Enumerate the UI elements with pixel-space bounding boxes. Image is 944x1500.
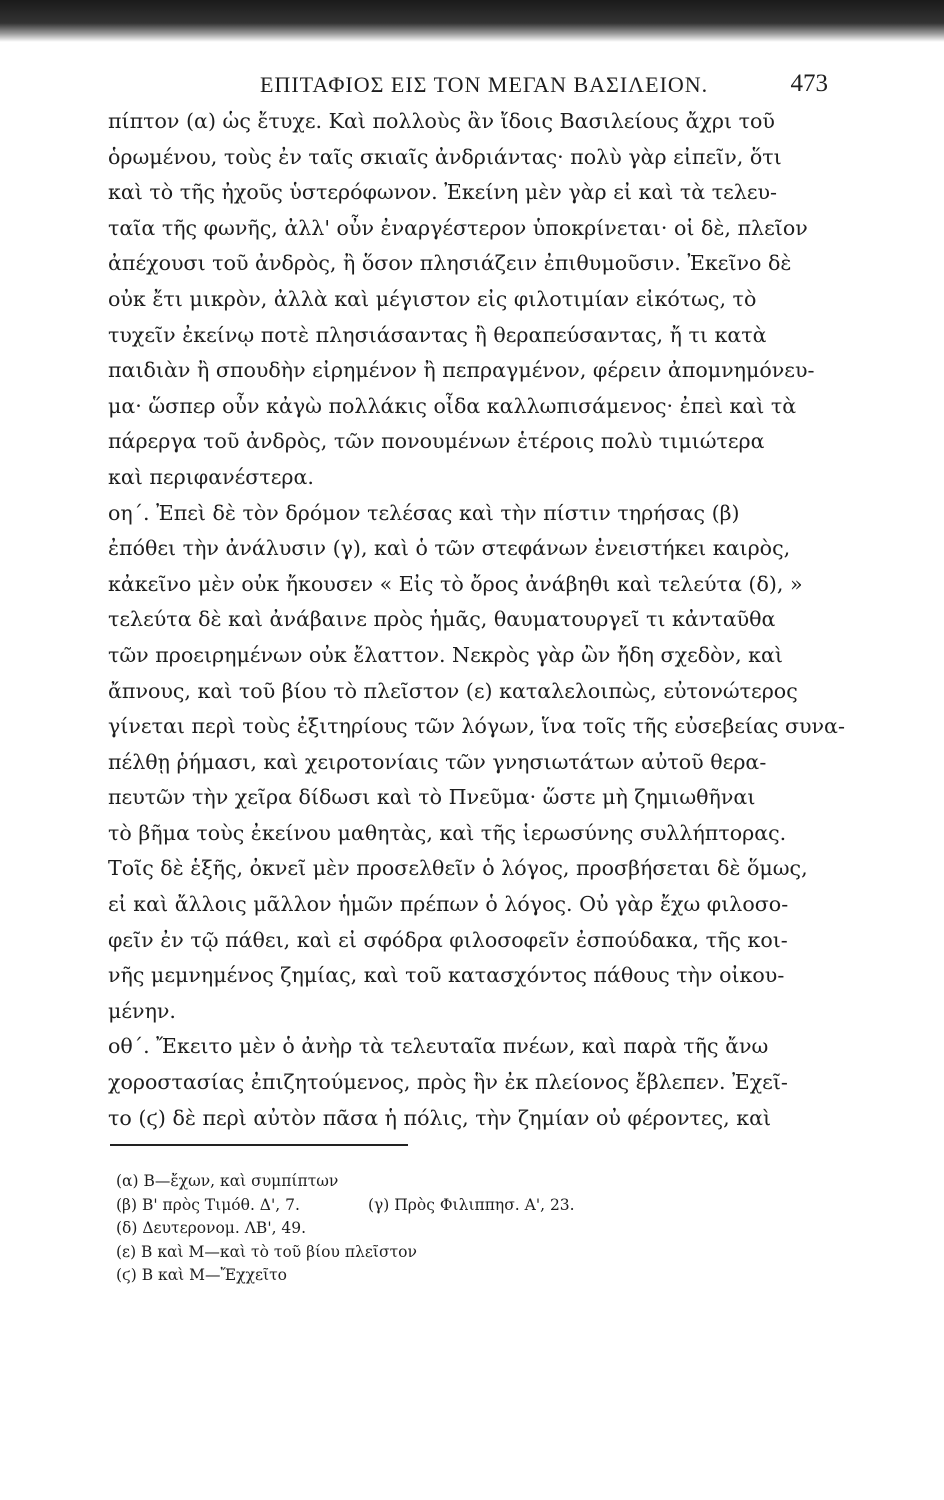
main-text (108, 104, 845, 1136)
text-line: πίπτον (α) ὡς ἔτυχε. Καὶ πολλοὺς ἂν ἴδοις Βασιλείους ἄχρι τοῦ (108, 109, 775, 133)
text-line: τυχεῖν ἐκείνῳ ποτὲ πλησιάσαντας ἢ θεραπεύσαντας, ἤ τι κατὰ (108, 322, 767, 347)
text-line: καὶ τὸ τῆς ἠχοῦς ὑστερόφωνον. Ἐκείνη μὲν γὰρ εἰ καὶ τὰ τελευ- (108, 180, 777, 205)
text-line: κἀκεῖνο μὲν οὐκ ἤκουσεν « Εἰς τὸ ὄρος ἀνάβηθι καὶ τελεύτα (δ), » (108, 571, 803, 596)
text-line: μένην. (108, 998, 176, 1023)
text-line: φεῖν ἐν τῷ πάθει, καὶ εἰ σφόδρα φιλοσοφεῖν ἐσπούδακα, τῆς κοι- (108, 927, 788, 952)
running-title: ΕΠΙΤΑΦΙΟΣ ΕΙΣ ΤΟΝ ΜΕΓΑΝ ΒΑΣΙΛΕΙΟΝ. (260, 72, 709, 97)
footnote-e: (ε) Β καὶ Μ—καὶ τὸ τοῦ βίου πλεῖστον (116, 1242, 417, 1261)
text-line: νῆς μεμνημένος ζημίας, καὶ τοῦ κατασχόντος πάθους τὴν οἰκου- (108, 963, 785, 988)
footnote-a: (α) Β—ἔχων, καὶ συμπίπτων (116, 1172, 339, 1190)
footnote-divider (110, 1144, 408, 1146)
text-line: ἐπόθει τὴν ἀνάλυσιν (γ), καὶ ὁ τῶν στεφάνων ἐνειστήκει καιρὸς, (108, 536, 791, 561)
footnote-g: (γ) Πρὸς Φιλιππησ. Α', 23. (368, 1195, 575, 1214)
footnotes (116, 1170, 676, 1288)
text-line: οὐκ ἔτι μικρὸν, ἀλλὰ καὶ μέγιστον εἰς φιλοτιμίαν εἰκότως, τὸ (108, 286, 757, 311)
page-header (120, 68, 828, 108)
page-number: 473 (790, 70, 828, 97)
text-line: παιδιὰν ἢ σπουδὴν εἰρημένον ἢ πεπραγμένον, φέρειν ἀπομνημόνευ- (108, 358, 815, 383)
footnote-b: (β) Β' πρὸς Τιμόθ. Δ', 7. (116, 1195, 300, 1214)
text-line: τῶν προειρημένων οὐκ ἔλαττον. Νεκρὸς γὰρ ὢν ἤδη σχεδὸν, καὶ (108, 642, 784, 667)
text-line: ὁρωμένου, τοὺς ἐν ταῖς σκιαῖς ἀνδριάντας· πολὺ γὰρ εἰπεῖν, ὅτι (108, 144, 782, 169)
text-line: πευτῶν τὴν χεῖρα δίδωσι καὶ τὸ Πνεῦμα· ὥστε μὴ ζημιωθῆναι (108, 785, 756, 810)
text-line: ἀπέχουσι τοῦ ἀνδρὸς, ἢ ὅσον πλησιάζειν ἐπιθυμοῦσιν. Ἐκεῖνο δὲ (108, 251, 792, 276)
text-line: το (ϛ) δὲ περὶ αὐτὸν πᾶσα ἡ πόλις, τὴν ζημίαν οὐ φέροντες, καὶ (108, 1105, 772, 1130)
text-line: πέλθῃ ῥήμασι, καὶ χειροτονίαις τῶν γνησιωτάτων αὐτοῦ θερα- (108, 749, 767, 774)
text-line: καὶ περιφανέστερα. (108, 464, 314, 489)
footnote-row (116, 1194, 676, 1218)
footnote-d: (δ) Δευτερονομ. ΛΒ', 49. (116, 1219, 307, 1238)
text-line: ἄπνους, καὶ τοῦ βίου τὸ πλεῖστον (ε) καταλελοιπὼς, εὐτονώτερος (108, 678, 798, 703)
footnote-s: (ϛ) Β καὶ Μ—Ἔχχεῖτο (116, 1266, 287, 1285)
text-line: χοροστασίας ἐπιζητούμενος, πρὸς ἣν ἐκ πλείονος ἔβλεπεν. Ἐχεῖ- (108, 1070, 788, 1095)
text-line: γίνεται περὶ τοὺς ἐξιτηρίους τῶν λόγων, ἵνα τοῖς τῆς εὐσεβείας συνα- (108, 714, 845, 739)
text-line: οθ΄. Ἔκειτο μὲν ὁ ἀνὴρ τὰ τελευταῖα πνέων, καὶ παρὰ τῆς ἄνω (108, 1034, 769, 1059)
text-line: πάρεργα τοῦ ἀνδρὸς, τῶν πονουμένων ἑτέροις πολὺ τιμιώτερα (108, 429, 765, 454)
text-line: μα· ὥσπερ οὖν κἀγὼ πολλάκις οἶδα καλλωπισάμενος· ἐπεὶ καὶ τὰ (108, 393, 797, 418)
text-line: Τοῖς δὲ ἑξῆς, ὀκνεῖ μὲν προσελθεῖν ὁ λόγος, προσβήσεται δὲ ὅμως, (108, 856, 808, 881)
text-line: εἰ καὶ ἄλλοις μᾶλλον ἡμῶν πρέπων ὁ λόγος. Οὐ γὰρ ἔχω φιλοσο- (108, 892, 789, 917)
text-line: τελεύτα δὲ καὶ ἀνάβαινε πρὸς ἡμᾶς, θαυματουργεῖ τι κἀνταῦθα (108, 607, 776, 632)
text-line: τὸ βῆμα τοὺς ἐκείνου μαθητὰς, καὶ τῆς ἱερωσύνης συλλήπτορας. (108, 820, 787, 845)
text-line: οη΄. Ἐπεὶ δὲ τὸν δρόμον τελέσας καὶ τὴν πίστιν τηρήσας (β) (108, 500, 740, 525)
text-line: ταῖα τῆς φωνῆς, ἀλλ' οὖν ἐναργέστερον ὑποκρίνεται· οἱ δὲ, πλεῖον (108, 215, 808, 240)
